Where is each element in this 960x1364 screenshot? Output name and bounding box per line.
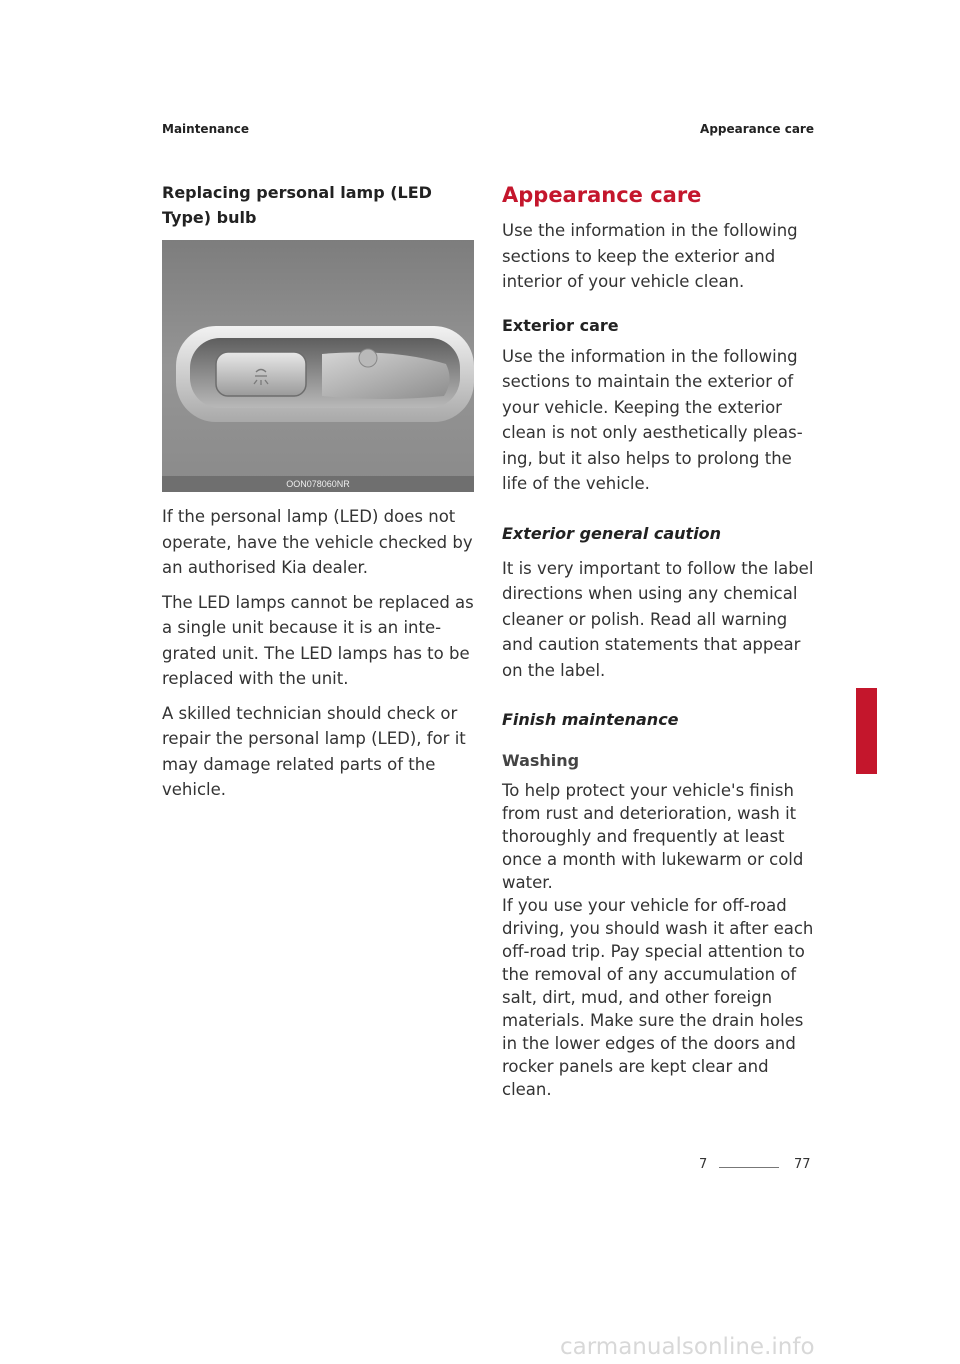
washing-heading: Washing xyxy=(502,751,580,770)
exterior-care-heading: Exterior care xyxy=(502,315,619,335)
lamp-illustration xyxy=(162,240,474,492)
running-header-section: Maintenance xyxy=(162,122,250,136)
section-title: Appearance care xyxy=(502,183,702,207)
led-paragraph-1: If the personal lamp (LED) does not operate, have the vehicle checked by an authorised Kia dealer. xyxy=(162,507,473,577)
led-paragraph-3: A skilled technician should check or repair the personal lamp (LED), for it may damage related parts of the vehicle. xyxy=(162,703,466,799)
footer-chapter: 7 xyxy=(699,1157,708,1172)
left-column xyxy=(162,180,474,812)
footer-page-number: 77 xyxy=(794,1157,811,1172)
led-lamp-heading: Replacing personal lamp (LED Type) bulb xyxy=(162,183,432,227)
appearance-intro: Use the information in the following sections to keep the exterior and interior of your vehicle clean. xyxy=(502,221,798,291)
footer-divider xyxy=(719,1167,779,1168)
running-header-topic: Appearance care xyxy=(700,122,814,136)
right-column xyxy=(502,180,814,1101)
finish-maintenance-heading: Finish maintenance xyxy=(502,710,679,729)
led-paragraph-2: The LED lamps cannot be replaced as a single unit because it is an inte-grated unit. The LED lamps has to be replaced with the unit. xyxy=(162,592,474,688)
exterior-caution-text: It is very important to follow the label directions when using any chemical cleaner or polish. Read all warning and caution statements that appear on the label. xyxy=(502,558,814,680)
exterior-care-text: Use the information in the following sections to maintain the exterior of your vehicle. Keeping the exterior clean is not only aesthetically pleas-ing, but it also helps to prolong the life of the vehicle. xyxy=(502,346,803,493)
exterior-caution-heading: Exterior general caution xyxy=(502,523,722,543)
watermark: carmanualsonline.info xyxy=(560,1334,815,1360)
image-code: OON078060NR xyxy=(162,476,474,492)
washing-text-2: If you use your vehicle for off-road driving, you should wash it after each off-road trip. Pay special attention to the removal of any accumulation of salt, dirt, mud, and other foreign materials. Make sure the drain holes in the lower edges of the doors and rocker panels are kept clear and clean. xyxy=(502,896,814,1099)
personal-lamp-photo xyxy=(162,240,474,492)
chapter-tab-number: 7 xyxy=(860,750,873,770)
washing-text-1: To help protect your vehicle's finish from rust and deterioration, wash it thoroughly and frequently at least once a month with lukewarm or cold water. xyxy=(502,781,804,892)
